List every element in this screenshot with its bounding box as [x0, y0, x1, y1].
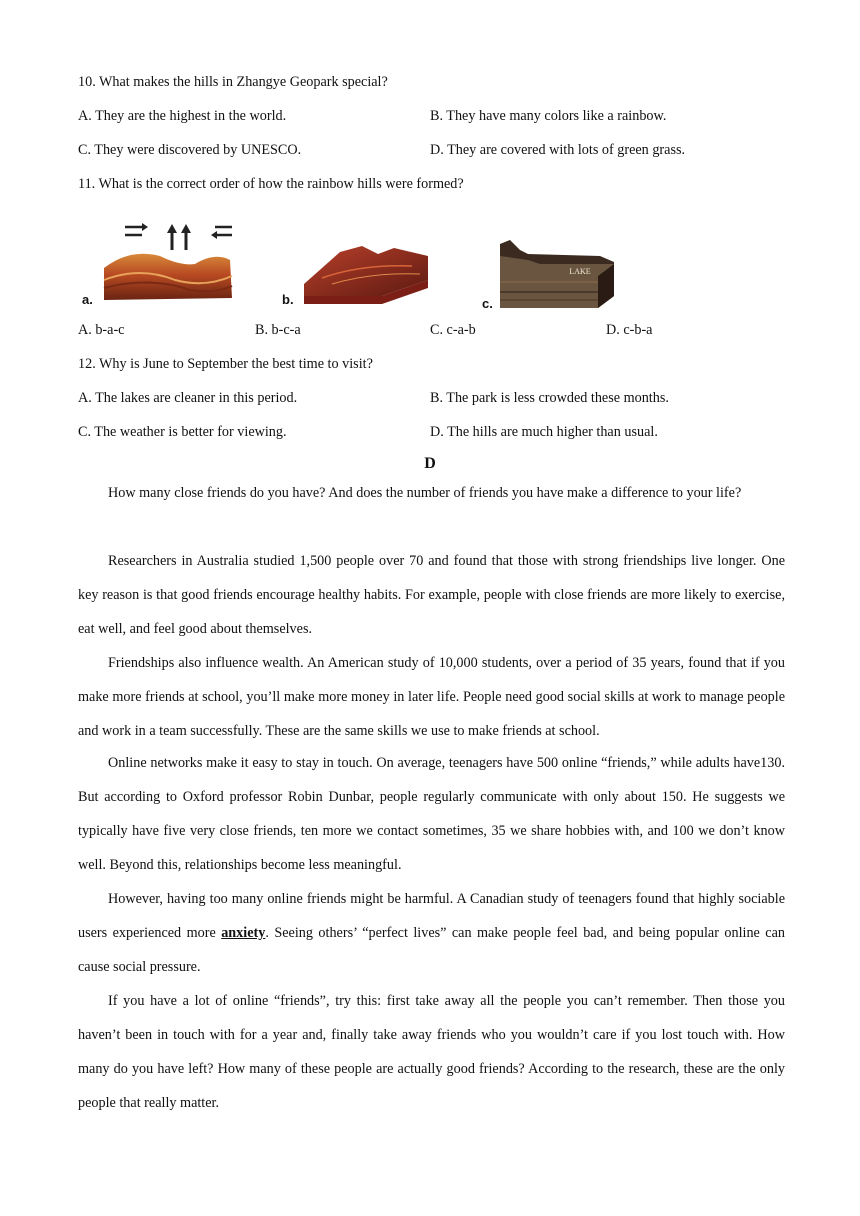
q12-option-b: B. The park is less crowded these months. [430, 390, 669, 406]
q11-option-c: C. c-a-b [430, 322, 476, 338]
q10-option-b: B. They have many colors like a rainbow. [430, 108, 667, 124]
figure-a-compression-illustration [80, 218, 240, 310]
figure-b-rock-layers-illustration [282, 238, 432, 308]
figure-b-label: b. [282, 292, 294, 307]
paragraph-4: Online networks make it easy to stay in touch. On average, teenagers have 500 online “friends,” while adults have130. But according to Oxford professor Robin Dunbar, people regularly communicate with only about 150. He suggests we typically have five very close friends, ten more we contact sometimes, 35 we share hobbies with, and 100 we don’t know well. Beyond this, relationships become less meaningful. [78, 755, 785, 873]
lake-label: LAKE [569, 267, 591, 276]
compression-arrows-icon [125, 223, 232, 250]
q12-option-a: A. The lakes are cleaner in this period. [78, 390, 298, 406]
paragraph-5-end: . Seeing others’ “perfect lives” can make people feel bad, and being popular online can cause social pressure. [78, 925, 785, 975]
q10-option-a: A. They are the highest in the world. [78, 108, 287, 124]
q10-option-c: C. They were discovered by UNESCO. [78, 142, 302, 158]
paragraph-6: If you have a lot of online “friends”, try this: first take away all the people you can’t remember. Then those you haven’t been in touch with for a year and, finally take away friends who you wouldn’t care if you lost touch with. How many do you have left? How many of these people are actually good friends? According to the research, these are the only people that really matter. [78, 993, 785, 1111]
figure-a-label: a. [82, 292, 93, 307]
paragraph-5 [78, 882, 785, 984]
q11-option-a: A. b-a-c [78, 322, 125, 338]
q11-option-d: D. c-b-a [606, 322, 653, 338]
q11-option-b: B. b-c-a [255, 322, 301, 338]
figure-c-label: c. [482, 296, 493, 311]
question-11-text: 11. What is the correct order of how the rainbow hills were formed? [78, 176, 464, 192]
paragraph-5-start: However, having too many online friends might be harmful. A Canadian study of teenagers found that highly sociable users experienced more [78, 891, 785, 941]
q10-option-d: D. They are covered with lots of green grass. [430, 142, 686, 158]
question-12-text: 12. Why is June to September the best time to visit? [78, 356, 373, 372]
keyword-anxiety: anxiety [221, 925, 266, 941]
q12-option-d: D. The hills are much higher than usual. [430, 424, 658, 440]
paragraph-2: Researchers in Australia studied 1,500 people over 70 and found that those with strong friendships live longer. One key reason is that good friends encourage healthy habits. For example, people with close friends are more likely to exercise, eat well, and feel good about themselves. [78, 553, 785, 637]
paragraph-1: How many close friends do you have? And does the number of friends you have make a difference to your life? [108, 485, 742, 501]
figure-c-lake-sediment-illustration [480, 236, 622, 312]
section-heading-d: D [424, 455, 436, 472]
q12-option-c: C. The weather is better for viewing. [78, 424, 287, 440]
paragraph-3: Friendships also influence wealth. An American study of 10,000 students, over a period of 35 years, found that if you make more friends at school, you’ll make more money in later life. People need good social skills at work to manage people and work in a team successfully. These are the same skills we use to make friends at school. [78, 655, 785, 739]
question-10-text: 10. What makes the hills in Zhangye Geopark special? [78, 74, 388, 90]
